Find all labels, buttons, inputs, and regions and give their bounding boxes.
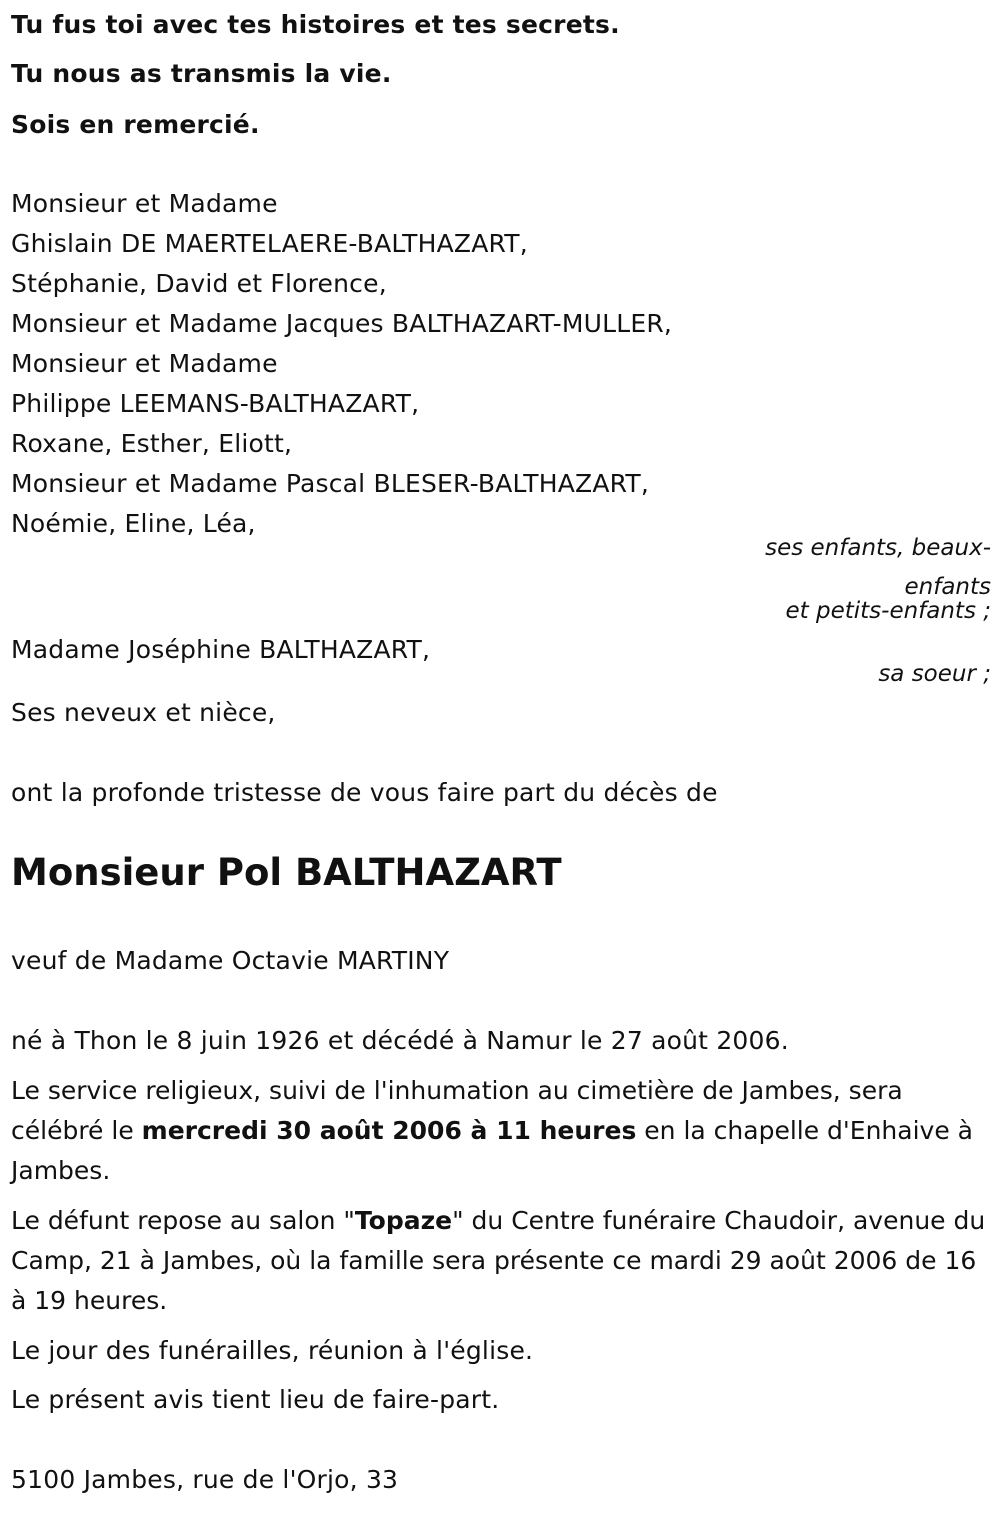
service-date: mercredi 30 août 2006 à 11 heures — [141, 1116, 637, 1145]
family-line: Monsieur et Madame Jacques BALTHAZART-MULLER, — [11, 309, 673, 338]
family-line: Monsieur et Madame — [11, 189, 278, 218]
announcement-line: ont la profonde tristesse de vous faire part du décès de — [11, 778, 718, 807]
birth-death-line: né à Thon le 8 juin 1926 et décédé à Namur le 27 août 2006. — [11, 1026, 789, 1055]
family-role-line: ses enfants, beaux- — [765, 535, 991, 561]
family-line: Monsieur et Madame Pascal BLESER-BALTHAZART, — [11, 469, 650, 498]
service-paragraph — [11, 1071, 991, 1191]
family-line: Ghislain DE MAERTELAERE-BALTHAZART, — [11, 229, 528, 258]
service-text: Le service religieux, suivi de l'inhumation au cimetière de Jambes, sera célébré le — [11, 1076, 903, 1145]
family-line: Monsieur et Madame — [11, 349, 278, 378]
verse-line: Sois en remercié. — [11, 110, 260, 139]
viewing-text: " du Centre funéraire Chaudoir, avenue du Camp, 21 à Jambes, où la famille sera présente ce mardi 29 août 2006 de 16 à 19 heures. — [11, 1206, 986, 1315]
gathering-line: Le jour des funérailles, réunion à l'église. — [11, 1336, 534, 1365]
widower-line: veuf de Madame Octavie MARTINY — [11, 946, 450, 975]
service-text: en la chapelle d'Enhaive à Jambes. — [11, 1116, 973, 1185]
family-role-line: et petits-enfants ; — [785, 598, 991, 624]
sister-role: sa soeur ; — [878, 661, 991, 687]
sister-line: Madame Joséphine BALTHAZART, — [11, 635, 431, 664]
nephews-line: Ses neveux et nièce, — [11, 698, 276, 727]
family-line: Philippe LEEMANS-BALTHAZART, — [11, 389, 420, 418]
family-line: Stéphanie, David et Florence, — [11, 269, 387, 298]
family-line: Noémie, Eline, Léa, — [11, 509, 256, 538]
viewing-paragraph — [11, 1201, 991, 1321]
family-role-line: enfants — [904, 574, 991, 600]
viewing-text: Le défunt repose au salon " — [11, 1206, 355, 1235]
notice-line: Le présent avis tient lieu de faire-part. — [11, 1385, 500, 1414]
address-line: 5100 Jambes, rue de l'Orjo, 33 — [11, 1465, 399, 1494]
deceased-name: Monsieur Pol BALTHAZART — [11, 851, 562, 894]
family-line: Roxane, Esther, Eliott, — [11, 429, 293, 458]
salon-name: Topaze — [354, 1206, 453, 1235]
verse-line: Tu fus toi avec tes histoires et tes secrets. — [11, 10, 620, 39]
verse-line: Tu nous as transmis la vie. — [11, 59, 392, 88]
